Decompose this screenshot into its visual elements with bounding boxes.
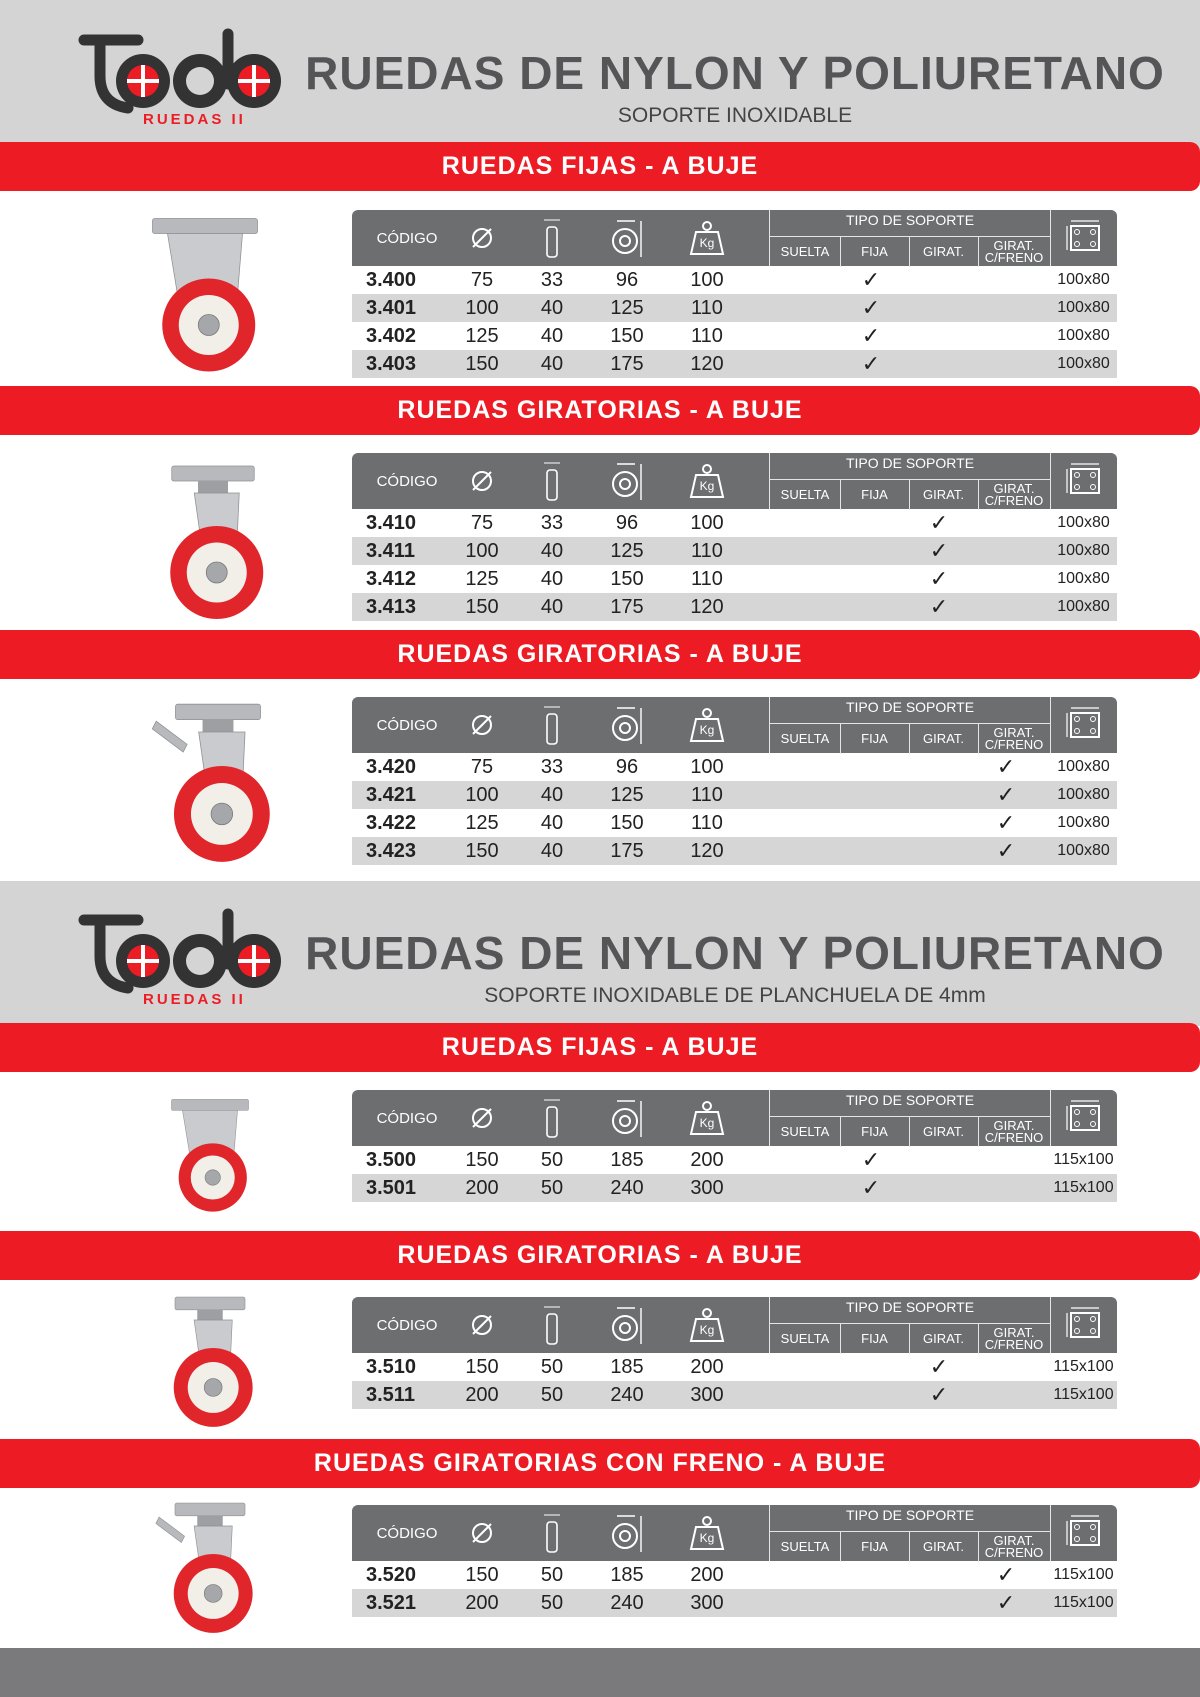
load-cell: 300 — [690, 1177, 724, 1199]
girat-freno-header: GIRAT. C/FRENO — [978, 236, 1050, 267]
codigo-cell: 3.500 — [366, 1149, 417, 1171]
plate-size-cell: 100x80 — [1057, 327, 1110, 344]
height-cell: 175 — [610, 353, 644, 375]
codigo-cell: 3.413 — [366, 596, 417, 618]
width-cell: 40 — [540, 325, 564, 347]
suelta-header: SUELTA — [770, 479, 841, 510]
check-mark: ✓ — [996, 754, 1016, 779]
fija-header: FIJA — [840, 1116, 910, 1147]
suelta-header: SUELTA — [770, 723, 841, 754]
total-height-icon — [607, 210, 647, 266]
girat-freno-header: GIRAT. C/FRENO — [978, 1323, 1050, 1354]
width-cell: 33 — [540, 269, 564, 291]
diameter-cell: 200 — [465, 1177, 499, 1199]
height-cell: 96 — [615, 269, 639, 291]
check-mark: ✓ — [861, 1147, 881, 1172]
wheel-width-icon — [532, 1090, 572, 1146]
tipo-soporte-title: TIPO DE SOPORTE — [845, 1092, 975, 1108]
girat-freno-header: GIRAT. C/FRENO — [978, 1531, 1050, 1562]
girat-header: GIRAT. — [909, 479, 979, 510]
fija-header: FIJA — [840, 1323, 910, 1354]
mounting-plate-icon — [1052, 453, 1117, 509]
codigo-cell: 3.521 — [366, 1592, 417, 1614]
width-cell: 40 — [540, 784, 564, 806]
section-bar: RUEDAS GIRATORIAS CON FRENO - A BUJE — [0, 1439, 1200, 1488]
spec-table — [352, 210, 1117, 378]
check-mark: ✓ — [996, 1562, 1016, 1587]
plate-size-cell: 115x100 — [1053, 1594, 1114, 1611]
plate-size-cell: 115x100 — [1053, 1566, 1114, 1583]
girat-header: GIRAT. — [909, 1323, 979, 1354]
table-row — [352, 1353, 1117, 1381]
todo-logo — [78, 906, 288, 1006]
load-cell: 300 — [690, 1384, 724, 1406]
todo-logo — [78, 26, 288, 126]
plate-size-cell: 100x80 — [1057, 842, 1110, 859]
plate-size-cell: 100x80 — [1057, 299, 1110, 316]
table-row — [352, 350, 1117, 378]
fija-header: FIJA — [840, 1531, 910, 1562]
tipo-soporte-title: TIPO DE SOPORTE — [845, 212, 975, 228]
table-header — [352, 1505, 1117, 1561]
width-cell: 33 — [540, 756, 564, 778]
mounting-plate-icon — [1052, 697, 1117, 753]
width-cell: 50 — [540, 1384, 564, 1406]
load-cell: 110 — [691, 812, 723, 834]
spec-table — [352, 1090, 1117, 1202]
total-height-icon — [607, 1090, 647, 1146]
tipo-soporte-title: TIPO DE SOPORTE — [845, 699, 975, 715]
codigo-cell: 3.403 — [366, 353, 417, 375]
codigo-cell: 3.410 — [366, 512, 417, 534]
width-cell: 40 — [540, 812, 564, 834]
table-row — [352, 565, 1117, 593]
tipo-soporte-header — [769, 697, 1051, 753]
height-cell: 125 — [610, 297, 644, 319]
height-cell: 240 — [610, 1592, 644, 1614]
tipo-soporte-header — [769, 210, 1051, 266]
table-row — [352, 809, 1117, 837]
table-header — [352, 1297, 1117, 1353]
girat-freno-header: GIRAT. C/FRENO — [978, 1116, 1050, 1147]
diameter-cell: 200 — [465, 1384, 499, 1406]
diameter-cell: 125 — [465, 812, 499, 834]
width-cell: 50 — [540, 1149, 564, 1171]
diameter-cell: 150 — [465, 353, 499, 375]
plate-size-cell: 100x80 — [1057, 598, 1110, 615]
load-cell: 120 — [690, 353, 724, 375]
width-cell: 50 — [540, 1177, 564, 1199]
diameter-cell: 200 — [465, 1592, 499, 1614]
section-bar: RUEDAS GIRATORIAS - A BUJE — [0, 1231, 1200, 1280]
section-bar: RUEDAS FIJAS - A BUJE — [0, 142, 1200, 191]
mounting-plate-icon — [1052, 1297, 1117, 1353]
height-cell: 150 — [610, 812, 644, 834]
load-cell: 200 — [690, 1564, 724, 1586]
plate-size-cell: 100x80 — [1057, 355, 1110, 372]
diameter-cell: 150 — [465, 1149, 499, 1171]
diameter-cell: 75 — [470, 512, 494, 534]
suelta-header: SUELTA — [770, 1323, 841, 1354]
kg-icon — [685, 697, 729, 753]
load-cell: 110 — [691, 784, 723, 806]
logo-subtext: RUEDAS II — [143, 111, 246, 126]
diameter-icon — [457, 1090, 507, 1146]
plate-size-cell: 100x80 — [1057, 814, 1110, 831]
girat-header: GIRAT. — [909, 1531, 979, 1562]
height-cell: 240 — [610, 1384, 644, 1406]
check-mark: ✓ — [861, 295, 881, 320]
table-header — [352, 1090, 1117, 1146]
diameter-cell: 150 — [465, 1564, 499, 1586]
fija-header: FIJA — [840, 236, 910, 267]
check-mark: ✓ — [929, 594, 949, 619]
codigo-cell: 3.501 — [366, 1177, 417, 1199]
tipo-soporte-title: TIPO DE SOPORTE — [845, 455, 975, 471]
total-height-icon — [607, 697, 647, 753]
height-cell: 175 — [610, 596, 644, 618]
check-mark: ✓ — [929, 510, 949, 535]
girat-header: GIRAT. — [909, 1116, 979, 1147]
tipo-soporte-title: TIPO DE SOPORTE — [845, 1299, 975, 1315]
wheel-width-icon — [532, 210, 572, 266]
table-row — [352, 1589, 1117, 1617]
section-bar: RUEDAS GIRATORIAS - A BUJE — [0, 630, 1200, 679]
kg-label: Kg — [699, 1531, 715, 1545]
total-height-icon — [607, 1505, 647, 1561]
codigo-cell: 3.402 — [366, 325, 417, 347]
table-row — [352, 509, 1117, 537]
kg-icon — [685, 1090, 729, 1146]
check-mark: ✓ — [996, 810, 1016, 835]
spec-table — [352, 1505, 1117, 1617]
swivel-brake-caster-image — [118, 698, 318, 868]
heavy-swivel-caster-image — [145, 1292, 275, 1432]
spec-table — [352, 697, 1117, 865]
kg-label: Kg — [699, 1116, 715, 1130]
check-mark: ✓ — [929, 1382, 949, 1407]
total-height-icon — [607, 1297, 647, 1353]
height-cell: 185 — [610, 1356, 644, 1378]
diameter-icon — [457, 453, 507, 509]
width-cell: 40 — [540, 568, 564, 590]
table-header — [352, 453, 1117, 509]
diameter-icon — [457, 1505, 507, 1561]
fija-header: FIJA — [840, 723, 910, 754]
load-cell: 110 — [691, 540, 723, 562]
check-mark: ✓ — [996, 838, 1016, 863]
diameter-icon — [457, 210, 507, 266]
girat-freno-header: GIRAT. C/FRENO — [978, 479, 1050, 510]
codigo-header: CÓDIGO — [376, 1316, 438, 1334]
table-row — [352, 593, 1117, 621]
height-cell: 150 — [610, 325, 644, 347]
codigo-cell: 3.422 — [366, 812, 417, 834]
tipo-soporte-header — [769, 1505, 1051, 1561]
plate-size-cell: 115x100 — [1053, 1386, 1114, 1403]
plate-size-cell: 115x100 — [1053, 1358, 1114, 1375]
mounting-plate-icon — [1052, 1090, 1117, 1146]
load-cell: 110 — [691, 325, 723, 347]
page-title-1: RUEDAS DE NYLON Y POLIURETANO — [305, 47, 1165, 99]
diameter-cell: 100 — [465, 784, 499, 806]
codigo-header: CÓDIGO — [376, 229, 438, 247]
load-cell: 100 — [690, 756, 724, 778]
load-cell: 120 — [690, 840, 724, 862]
codigo-cell: 3.423 — [366, 840, 417, 862]
spec-table — [352, 453, 1117, 621]
table-row — [352, 837, 1117, 865]
load-cell: 100 — [690, 269, 724, 291]
spec-table — [352, 1297, 1117, 1409]
page-title-2: RUEDAS DE NYLON Y POLIURETANO — [305, 927, 1165, 979]
wheel-width-icon — [532, 453, 572, 509]
width-cell: 40 — [540, 297, 564, 319]
kg-label: Kg — [699, 1323, 715, 1337]
load-cell: 100 — [690, 512, 724, 534]
wheel-width-icon — [532, 1297, 572, 1353]
width-cell: 40 — [540, 353, 564, 375]
tipo-soporte-header — [769, 1297, 1051, 1353]
width-cell: 50 — [540, 1356, 564, 1378]
codigo-cell: 3.400 — [366, 269, 417, 291]
width-cell: 50 — [540, 1592, 564, 1614]
diameter-cell: 75 — [470, 756, 494, 778]
load-cell: 110 — [691, 568, 723, 590]
codigo-cell: 3.511 — [366, 1384, 415, 1406]
width-cell: 40 — [540, 596, 564, 618]
height-cell: 240 — [610, 1177, 644, 1199]
table-row — [352, 1561, 1117, 1589]
footer-bar — [0, 1648, 1200, 1697]
check-mark: ✓ — [861, 267, 881, 292]
height-cell: 96 — [615, 756, 639, 778]
table-header — [352, 210, 1117, 266]
height-cell: 125 — [610, 784, 644, 806]
codigo-cell: 3.420 — [366, 756, 417, 778]
plate-size-cell: 100x80 — [1057, 786, 1110, 803]
plate-size-cell: 100x80 — [1057, 570, 1110, 587]
width-cell: 33 — [540, 512, 564, 534]
page-subtitle-1: SOPORTE INOXIDABLE — [617, 104, 853, 127]
codigo-header: CÓDIGO — [376, 1524, 438, 1542]
height-cell: 185 — [610, 1564, 644, 1586]
kg-label: Kg — [699, 723, 715, 737]
plate-size-cell: 100x80 — [1057, 542, 1110, 559]
total-height-icon — [607, 453, 647, 509]
check-mark: ✓ — [929, 566, 949, 591]
section-bar: RUEDAS GIRATORIAS - A BUJE — [0, 386, 1200, 435]
check-mark: ✓ — [861, 351, 881, 376]
girat-header: GIRAT. — [909, 723, 979, 754]
mounting-plate-icon — [1052, 1505, 1117, 1561]
table-row — [352, 266, 1117, 294]
table-row — [352, 1146, 1117, 1174]
codigo-cell: 3.401 — [366, 297, 417, 319]
codigo-header: CÓDIGO — [376, 716, 438, 734]
table-row — [352, 1381, 1117, 1409]
kg-label: Kg — [699, 479, 715, 493]
plate-size-cell: 115x100 — [1053, 1179, 1114, 1196]
width-cell: 40 — [540, 840, 564, 862]
load-cell: 300 — [690, 1592, 724, 1614]
diameter-cell: 100 — [465, 540, 499, 562]
kg-icon — [685, 1505, 729, 1561]
plate-size-cell: 100x80 — [1057, 271, 1110, 288]
tipo-soporte-title: TIPO DE SOPORTE — [845, 1507, 975, 1523]
codigo-header: CÓDIGO — [376, 472, 438, 490]
table-row — [352, 537, 1117, 565]
codigo-cell: 3.412 — [366, 568, 417, 590]
girat-freno-header: GIRAT. C/FRENO — [978, 723, 1050, 754]
check-mark: ✓ — [996, 1590, 1016, 1615]
plate-size-cell: 100x80 — [1057, 758, 1110, 775]
table-row — [352, 753, 1117, 781]
diameter-cell: 150 — [465, 840, 499, 862]
wheel-width-icon — [532, 1505, 572, 1561]
wheel-width-icon — [532, 697, 572, 753]
section-bar: RUEDAS FIJAS - A BUJE — [0, 1023, 1200, 1072]
height-cell: 125 — [610, 540, 644, 562]
mounting-plate-icon — [1052, 210, 1117, 266]
logo-subtext: RUEDAS II — [143, 991, 246, 1006]
table-row — [352, 294, 1117, 322]
diameter-cell: 150 — [465, 1356, 499, 1378]
diameter-cell: 125 — [465, 325, 499, 347]
kg-icon — [685, 1297, 729, 1353]
diameter-cell: 125 — [465, 568, 499, 590]
heavy-fixed-caster-image — [155, 1088, 265, 1223]
diameter-icon — [457, 1297, 507, 1353]
kg-label: Kg — [699, 236, 715, 250]
check-mark: ✓ — [996, 782, 1016, 807]
kg-icon — [685, 210, 729, 266]
kg-icon — [685, 453, 729, 509]
diameter-cell: 75 — [470, 269, 494, 291]
suelta-header: SUELTA — [770, 1116, 841, 1147]
girat-header: GIRAT. — [909, 236, 979, 267]
page-subtitle-2: SOPORTE INOXIDABLE DE PLANCHUELA DE 4mm — [484, 984, 986, 1007]
height-cell: 150 — [610, 568, 644, 590]
plate-size-cell: 100x80 — [1057, 514, 1110, 531]
width-cell: 40 — [540, 540, 564, 562]
height-cell: 96 — [615, 512, 639, 534]
check-mark: ✓ — [861, 1175, 881, 1200]
diameter-cell: 100 — [465, 297, 499, 319]
suelta-header: SUELTA — [770, 236, 841, 267]
plate-size-cell: 115x100 — [1053, 1151, 1114, 1168]
suelta-header: SUELTA — [770, 1531, 841, 1562]
width-cell: 50 — [540, 1564, 564, 1586]
codigo-header: CÓDIGO — [376, 1109, 438, 1127]
fixed-caster-image — [130, 210, 280, 380]
swivel-caster-image — [138, 460, 288, 625]
tipo-soporte-header — [769, 453, 1051, 509]
load-cell: 120 — [690, 596, 724, 618]
fija-header: FIJA — [840, 479, 910, 510]
table-row — [352, 781, 1117, 809]
table-row — [352, 1174, 1117, 1202]
load-cell: 200 — [690, 1149, 724, 1171]
height-cell: 175 — [610, 840, 644, 862]
codigo-cell: 3.520 — [366, 1564, 417, 1586]
table-header — [352, 697, 1117, 753]
codigo-cell: 3.510 — [366, 1356, 417, 1378]
diameter-icon — [457, 697, 507, 753]
tipo-soporte-header — [769, 1090, 1051, 1146]
heavy-swivel-brake-caster-image — [140, 1498, 280, 1638]
check-mark: ✓ — [861, 323, 881, 348]
codigo-cell: 3.411 — [366, 540, 415, 562]
height-cell: 185 — [610, 1149, 644, 1171]
codigo-cell: 3.421 — [366, 784, 417, 806]
load-cell: 110 — [691, 297, 723, 319]
check-mark: ✓ — [929, 1354, 949, 1379]
check-mark: ✓ — [929, 538, 949, 563]
diameter-cell: 150 — [465, 596, 499, 618]
table-row — [352, 322, 1117, 350]
load-cell: 200 — [690, 1356, 724, 1378]
